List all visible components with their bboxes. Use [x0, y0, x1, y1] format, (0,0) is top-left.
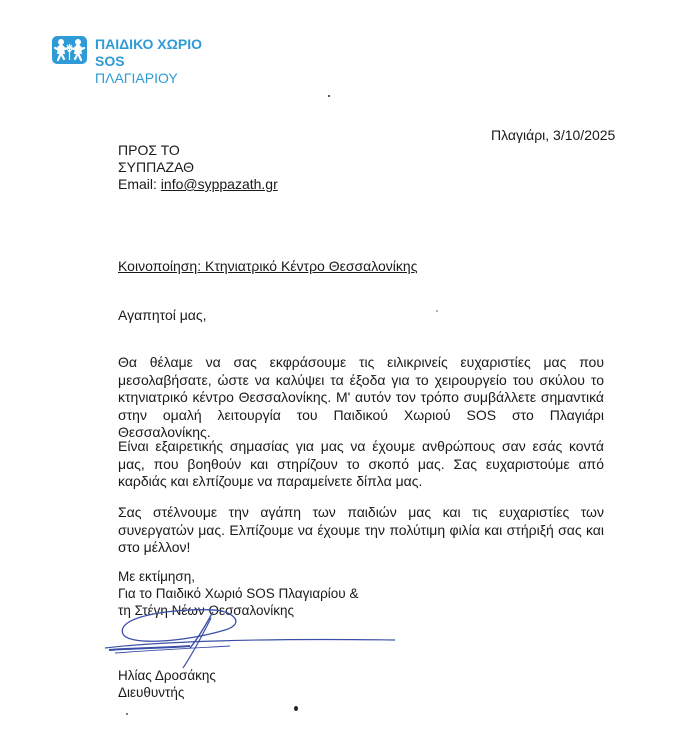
letter-date: Πλαγιάρι, 3/10/2025: [491, 127, 616, 143]
sos-childrens-village-icon: [52, 36, 87, 64]
closing-line1: Με εκτίμηση,: [118, 569, 195, 584]
scan-speck: [294, 706, 298, 711]
letterhead-line2: SOS: [95, 53, 125, 69]
letterhead-line1: ΠΑΙΔΙΚΟ ΧΩΡΙΟ: [95, 36, 202, 52]
body-paragraph-1: Θα θέλαμε να σας εκφράσουμε τις ειλικρινείς ευχαριστίες μας που μεσολαβήσατε, ώστε να καλύψει τα έξοδα για το χειρουργείο του σκύλου το κτηνιατρικό κέντρο Θεσσαλονίκης. Μ' αυτόν τον τρόπο συμβάλλετε σημαντικά στην ομαλή λειτουργία του Παιδικού Χωριού SOS στο Πλαγιάρι Θεσσαλονίκης.: [118, 354, 604, 440]
recipient-block: [118, 142, 278, 193]
scan-speck: [126, 713, 128, 715]
recipient-email-line: [118, 176, 278, 193]
closing-line2: Για το Παιδικό Χωριό SOS Πλαγιαρίου &: [118, 586, 359, 601]
closing-line3: τη Στέγη Νέων Θεσσαλονίκης: [118, 603, 295, 618]
signer-name: Ηλίας Δροσάκης: [118, 668, 216, 683]
cc-line: Κοινοποίηση: Κτηνιατρικό Κέντρο Θεσσαλονίκης: [118, 258, 418, 274]
scan-speck: [328, 95, 330, 97]
email-link[interactable]: info@syppazath.gr: [160, 176, 278, 192]
signer-title: Διευθυντής: [118, 685, 185, 700]
closing-block: [118, 568, 358, 619]
greeting: Αγαπητοί μας,: [118, 307, 207, 323]
signer-block: [118, 667, 216, 701]
recipient-line2: ΣΥΠΠΑΖΑΘ: [118, 159, 195, 175]
recipient-line1: ΠΡΟΣ ΤΟ: [118, 142, 180, 158]
email-label: Email:: [118, 176, 161, 192]
letterhead-line3: ΠΛΑΓΙΑΡΙΟΥ: [95, 70, 178, 86]
body-paragraph-2: Είναι εξαιρετικής σημασίας για μας να έχουμε ανθρώπους σαν εσάς κοντά μας, που βοηθούν και στηρίζουν το σκοπό μας. Σας ευχαριστούμε από καρδιάς και ελπίζουμε να παραμείνετε δίπλα μας.: [118, 438, 604, 489]
scan-speck: [436, 310, 438, 312]
letterhead-logo: [52, 36, 202, 87]
letterhead-text: [95, 36, 202, 87]
body-paragraph-3: Σας στέλνουμε την αγάπη των παιδιών μας και τις ευχαριστίες των συνεργατών μας. Ελπίζουμε να έχουμε την πολύτιμη φιλία και στήριξή σας και στο μέλλον!: [118, 504, 604, 555]
